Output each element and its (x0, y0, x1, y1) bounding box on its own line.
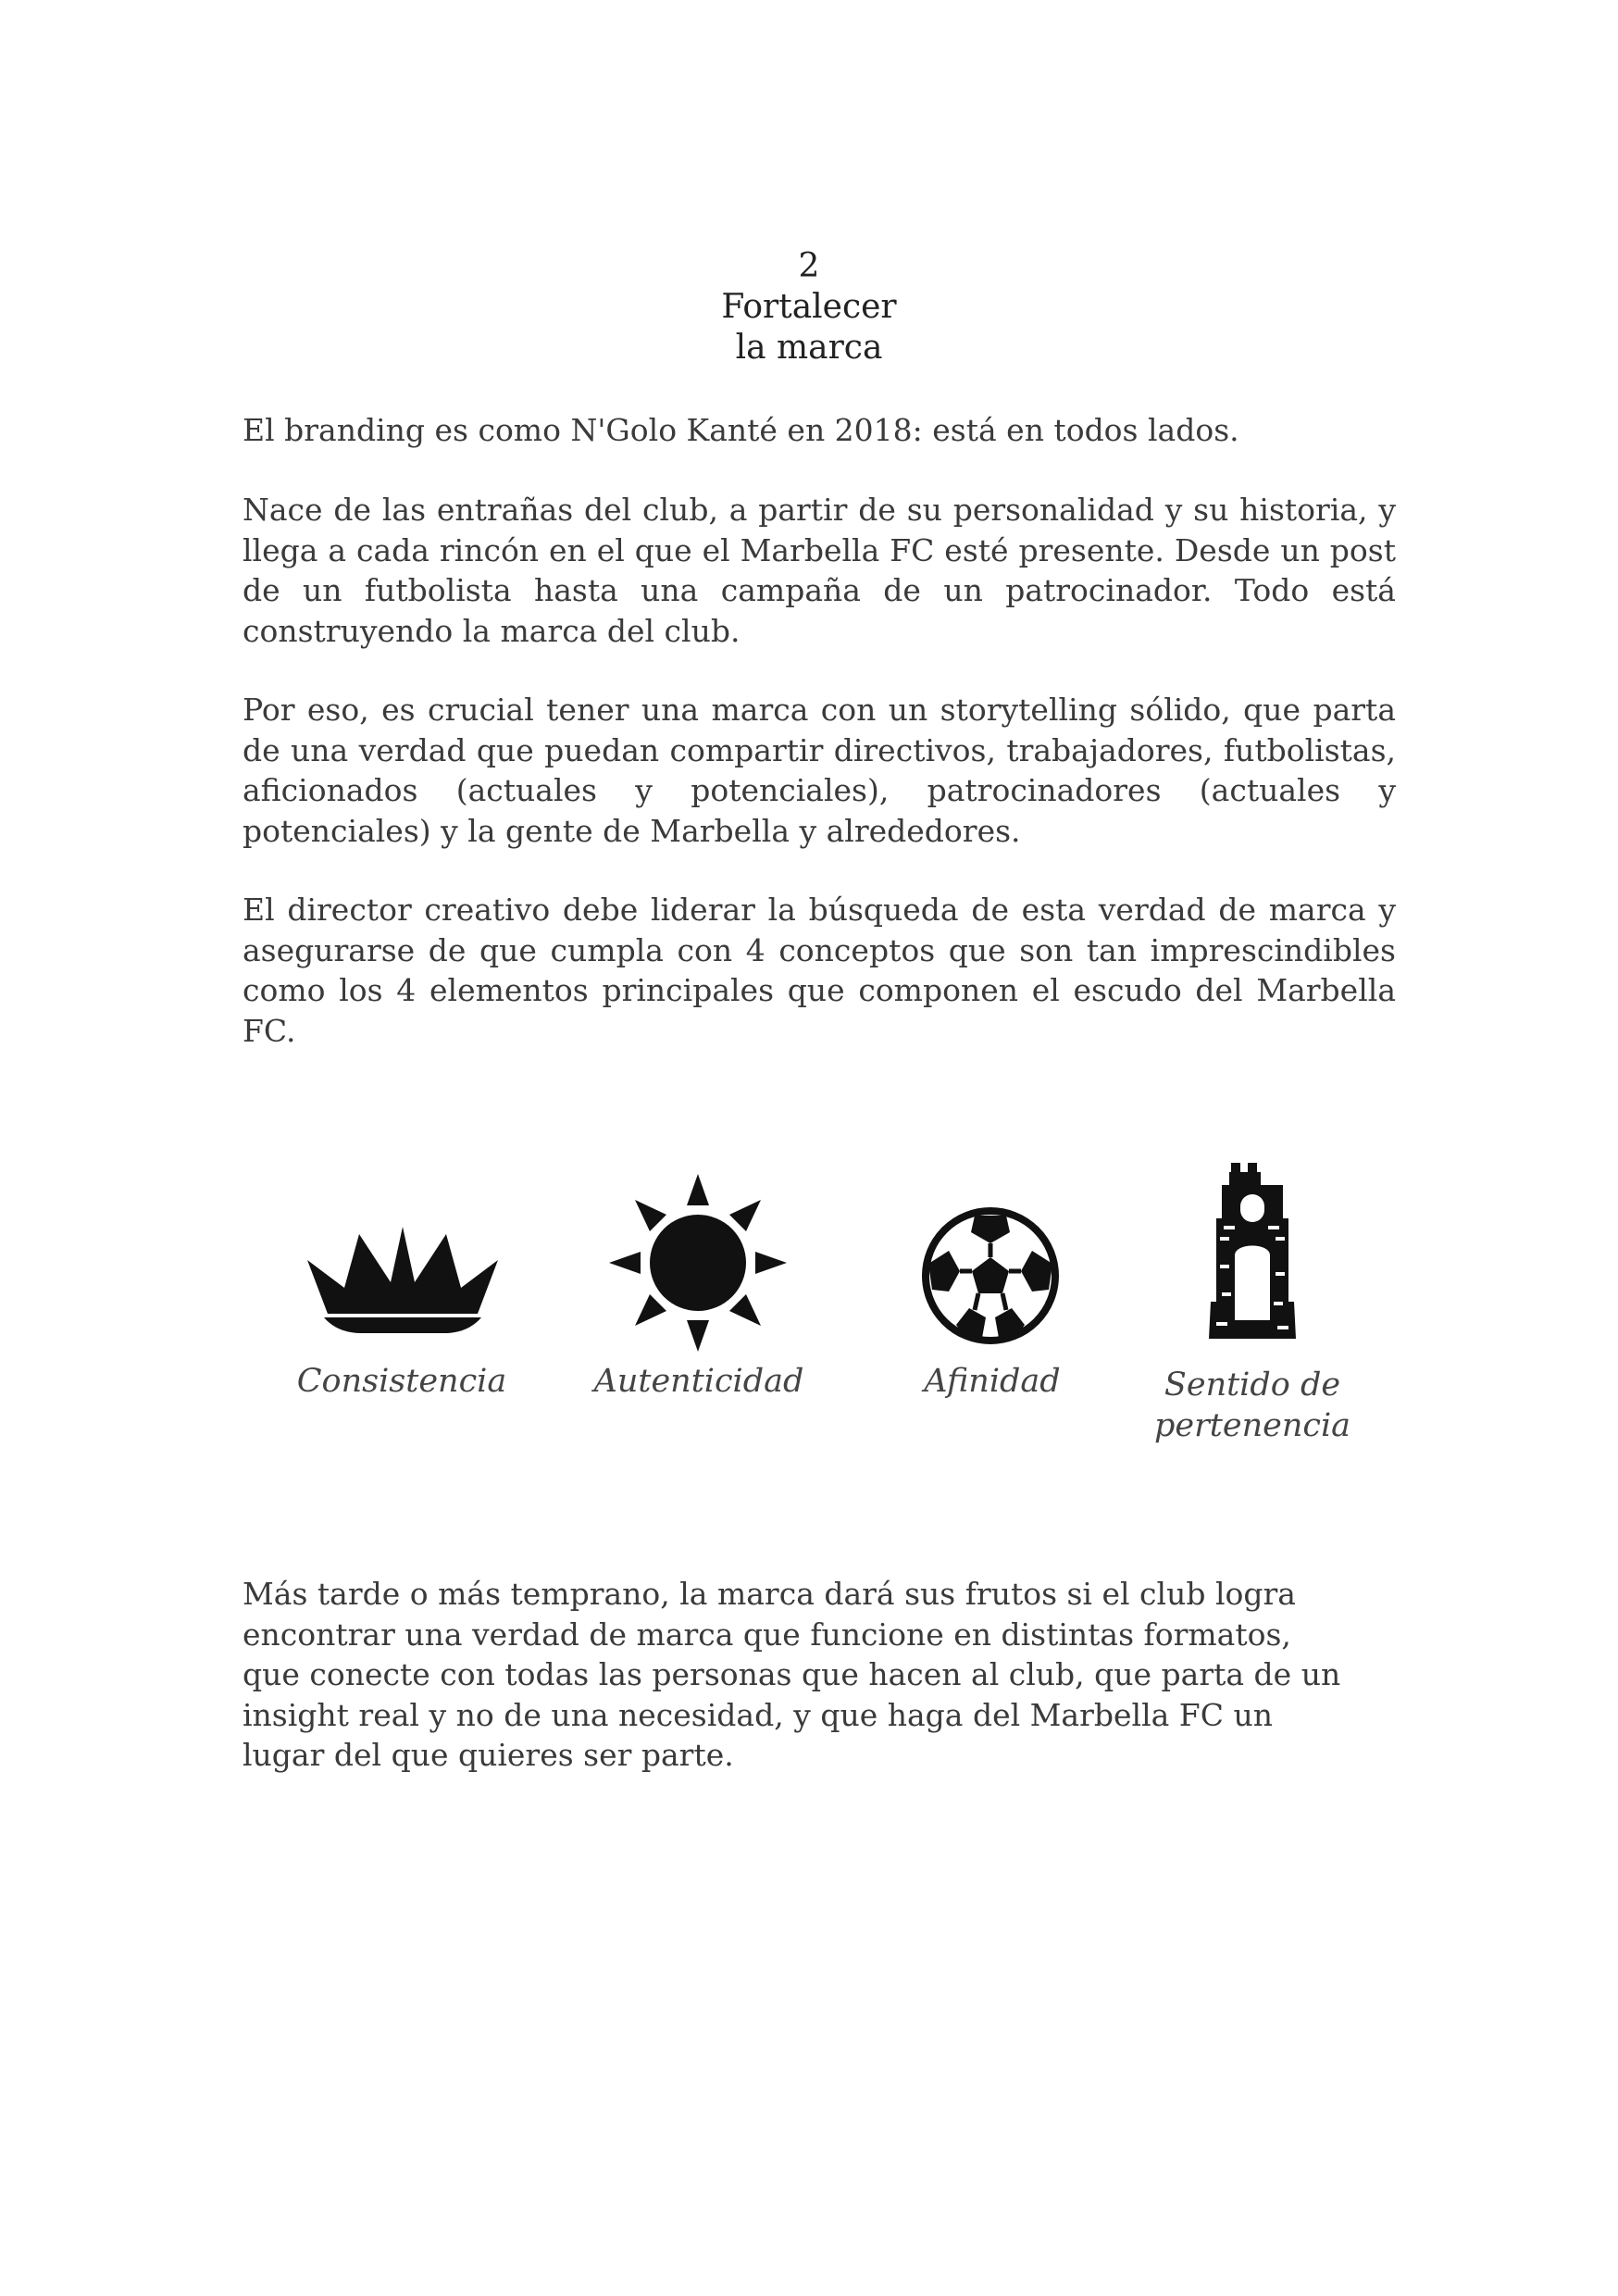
soccer-ball-icon (921, 1206, 1060, 1345)
concept-label-autenticidad: Autenticidad (593, 1363, 804, 1400)
paragraph-conclusion: Más tarde o más temprano, la marca dará sus frutos si el club logra encontrar una verdad de marca que funcione en distintas formatos, que conecte con todas las personas que hacen al club, que parta de un insight real y no de una necesidad, y que haga del Marbella FC un lugar del que quieres ser parte. (243, 1576, 1341, 1773)
concept-label-line-1: Sentido de (1164, 1366, 1341, 1404)
concept-label-line-2: pertenencia (1153, 1407, 1351, 1444)
section-title-line-1: Fortalecer (721, 288, 897, 326)
section-number: 2 (798, 247, 820, 285)
paragraph-intro: El branding es como N'Golo Kanté en 2018: está en todos lados. (243, 412, 1239, 448)
paragraph-origin: Nace de las entrañas del club, a partir de su personalidad y su historia, y llega a cada rincón en el que el Marbella FC esté presente. Desde un post de un futbolista hasta una campaña de un patrocinador. Todo está construyendo la marca del club. (243, 492, 1396, 649)
concept-label-sentido-de-pertenencia (1114, 1365, 1391, 1446)
section-title-line-2: la marca (735, 329, 883, 367)
section-heading (0, 246, 1618, 368)
concept-label-consistencia: Consistencia (296, 1363, 507, 1400)
concept-label-afinidad: Afinidad (924, 1363, 1061, 1400)
tower-icon (1203, 1163, 1301, 1339)
paragraph-storytelling: Por eso, es crucial tener una marca con un storytelling sólido, que parta de una verdad que puedan compartir directivos, trabajadores, futbolistas, aficionados (actuales y potenciales), patrocinadores (actuales y potenciales) y la gente de Marbella y alrededores. (243, 692, 1396, 849)
sun-icon (609, 1174, 787, 1352)
crown-icon (305, 1227, 500, 1333)
paragraph-creative-director: El director creativo debe liderar la búsqueda de esta verdad de marca y asegurarse de que cumpla con 4 conceptos que son tan imprescindibles como los 4 elementos principales que componen el escudo del Marbella FC. (243, 892, 1396, 1049)
